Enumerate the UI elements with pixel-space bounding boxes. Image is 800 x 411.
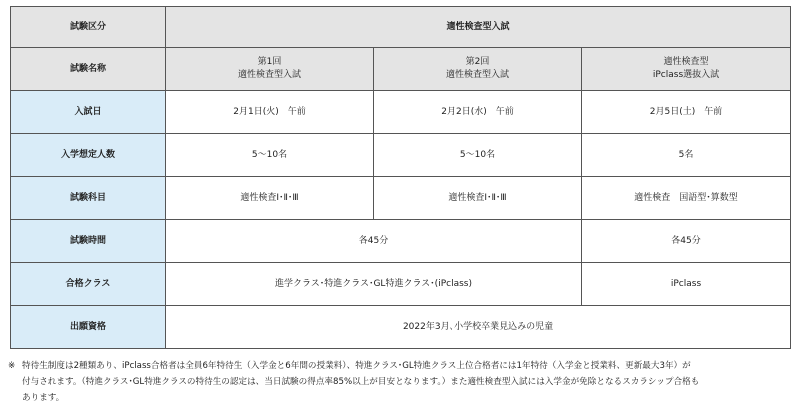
time-col3: 各45分 xyxy=(582,220,791,263)
exam-name-col3-line1: 適性検査型 xyxy=(663,57,709,67)
label-capacity: 入学想定人数 xyxy=(11,134,166,177)
subjects-col2: 適性検査Ⅰ･Ⅱ･Ⅲ xyxy=(374,177,582,220)
table-row-subjects xyxy=(11,177,791,220)
label-exam-name: 試験名称 xyxy=(11,48,166,91)
exam-name-col1-line2: 適性検査型入試 xyxy=(237,70,301,80)
label-time: 試験時間 xyxy=(11,220,166,263)
exam-schedule-table xyxy=(10,6,791,349)
footnote-line1: 特待生制度は2種類あり、iPclass合格者は全員6年特待生（入学金と6年間の授業料）、特進クラス･GL特進クラス上位合格者には1年特待（入学金と授業料、更新最大3年）が xyxy=(22,361,691,371)
label-class: 合格クラス xyxy=(11,263,166,306)
label-subjects: 試験科目 xyxy=(11,177,166,220)
footnote-mark: ※ xyxy=(8,361,16,371)
capacity-col1: 5～10名 xyxy=(166,134,374,177)
footnote-line3: あります。 xyxy=(22,393,65,403)
value-exam-type: 適性検査型入試 xyxy=(166,7,791,48)
date-col3: 2月5日(土) 午前 xyxy=(582,91,791,134)
table-row-date xyxy=(11,91,791,134)
footnote xyxy=(8,358,788,406)
capacity-col2: 5～10名 xyxy=(374,134,582,177)
subjects-col3: 適性検査 国語型･算数型 xyxy=(582,177,791,220)
exam-name-col2-line2: 適性検査型入試 xyxy=(445,70,509,80)
time-col12: 各45分 xyxy=(166,220,582,263)
date-col1: 2月1日(火) 午前 xyxy=(166,91,374,134)
exam-name-col1-line1: 第1回 xyxy=(257,57,282,67)
label-exam-type: 試験区分 xyxy=(11,7,166,48)
table-row-exam-name xyxy=(11,48,791,91)
capacity-col3: 5名 xyxy=(582,134,791,177)
exam-name-col2 xyxy=(374,48,582,91)
table-row-qualification xyxy=(11,306,791,349)
exam-name-col2-line1: 第2回 xyxy=(465,57,490,67)
exam-name-col3 xyxy=(582,48,791,91)
class-col3: iPclass xyxy=(582,263,791,306)
label-qualification: 出願資格 xyxy=(11,306,166,349)
label-date: 入試日 xyxy=(11,91,166,134)
date-col2: 2月2日(水) 午前 xyxy=(374,91,582,134)
table-row-time xyxy=(11,220,791,263)
table-row-exam-type xyxy=(11,7,791,48)
subjects-col1: 適性検査Ⅰ･Ⅱ･Ⅲ xyxy=(166,177,374,220)
table-row-class xyxy=(11,263,791,306)
qualification-value: 2022年3月､小学校卒業見込みの児童 xyxy=(166,306,791,349)
class-col12: 進学クラス･特進クラス･GL特進クラス･(iPclass) xyxy=(166,263,582,306)
exam-name-col1 xyxy=(166,48,374,91)
footnote-line2: 付与されます。（特進クラス･GL特進クラスの特待生の認定は、当日試験の得点率85%以上が目安となります。）また適性検査型入試には入学金が免除となるスカラシップ合格も xyxy=(22,377,700,387)
exam-name-col3-line2: iPclass選抜入試 xyxy=(652,70,720,80)
table-row-capacity xyxy=(11,134,791,177)
